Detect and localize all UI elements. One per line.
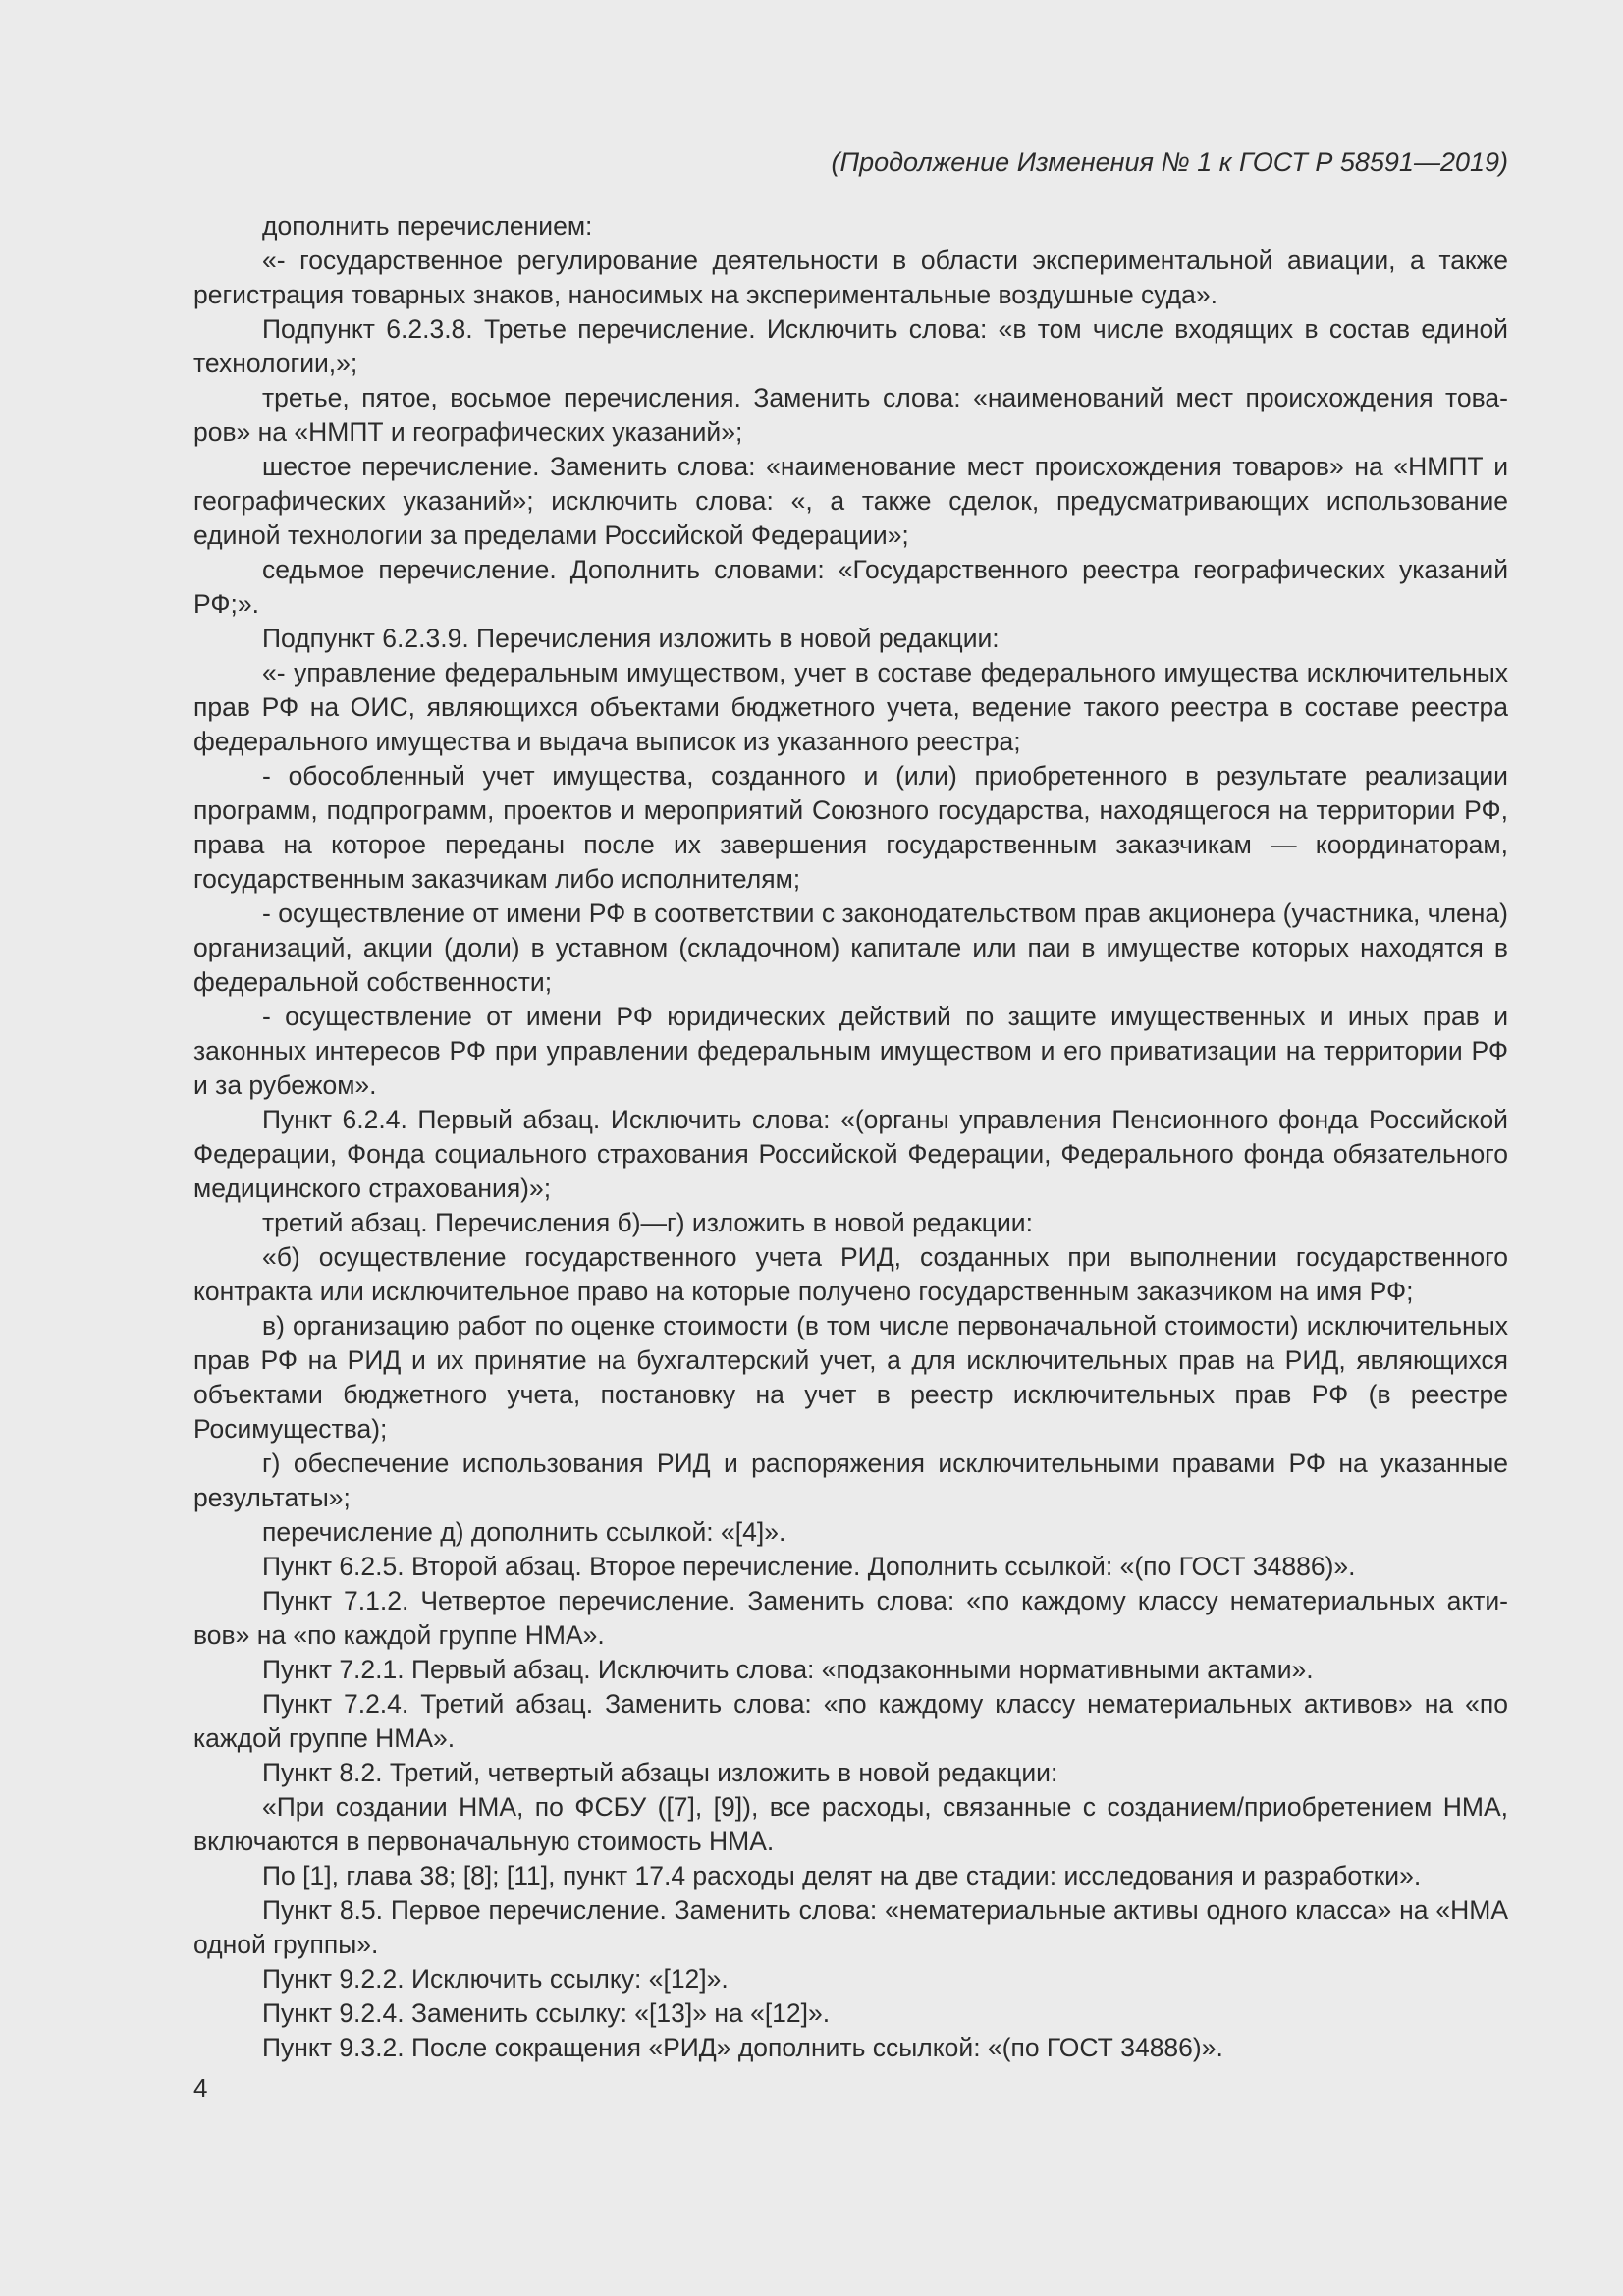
paragraph: «При создании НМА, по ФСБУ ([7], [9]), все расходы, связанные с созданием/приобретением НМА, включаются в первоначальную стоимость НМА. [193,1792,1508,1856]
paragraph: Пункт 7.2.4. Третий абзац. Заменить слова: «по каждому классу нематериальных активов» на «по каждой группе НМА». [193,1689,1508,1753]
paragraph: третий абзац. Перечисления б)—г) изложить в новой редакции: [262,1208,1033,1237]
paragraph: Пункт 9.2.4. Заменить ссылку: «[13]» на «[12]». [262,1998,831,2028]
paragraph: Пункт 7.1.2. Четвертое перечисление. Заменить слова: «по каждому классу нематериальных активов» на «по каждой группе НМА». [193,1586,1508,1650]
paragraph: Пункт 9.2.2. Исключить ссылку: «[12]». [262,1964,729,1994]
paragraph: Пункт 9.3.2. После сокращения «РИД» дополнить ссылкой: «(по ГОСТ 34886)». [262,2033,1223,2062]
paragraph: третье, пятое, восьмое перечисления. Заменить слова: «наименований мест происхождения товаров» на «НМПТ и географических указаний»; [193,383,1508,447]
paragraph: - обособленный учет имущества, созданного и (или) приобретенного в результате реализации программ, подпрограмм, проектов и мероприятий Союзного государства, находящегося на территории РФ, права на которое переданы после их завершения государственным заказчикам — координаторам, государственным заказчикам либо исполнителям; [193,761,1508,894]
page-number: 4 [193,2073,208,2103]
paragraph: дополнить перечислением: [262,211,593,241]
paragraph: Подпункт 6.2.3.8. Третье перечисление. Исключить слова: «в том числе входящих в состав единой технологии,»; [193,314,1508,378]
paragraph: Пункт 7.2.1. Первый абзац. Исключить слова: «подзаконными нормативными актами». [262,1655,1314,1684]
paragraph: Пункт 6.2.4. Первый абзац. Исключить слова: «(органы управления Пенсионного фонда Российской Федерации, Фонда социального страхования Российской Федерации, Федерального фонда обязательного медицинского страхования)»; [193,1105,1508,1203]
paragraph: Пункт 8.5. Первое перечисление. Заменить слова: «нематериальные активы одного класса» на «НМА одной группы». [193,1895,1508,1959]
paragraph: Пункт 8.2. Третий, четвертый абзацы изложить в новой редакции: [262,1758,1058,1787]
paragraph: шестое перечисление. Заменить слова: «наименование мест происхождения товаров» на «НМПТ и географических указаний»; исключить слова: «, а также сделок, предусматривающих использование единой технологии за пределами Российской Федерации»; [193,452,1508,550]
paragraph: - осуществление от имени РФ юридических действий по защите имущественных и иных прав и законных интересов РФ при управлении федеральным имуществом и его приватизации на территории РФ и за рубежом». [193,1002,1508,1100]
paragraph: седьмое перечисление. Дополнить словами: «Государственного реестра географических указаний РФ;». [193,555,1508,619]
paragraph: «б) осуществление государственного учета РИД, созданных при выполнении государственного контракта или исключительное право на которые получено государственным заказчиком на имя РФ; [193,1242,1508,1306]
paragraph: Подпункт 6.2.3.9. Перечисления изложить в новой редакции: [262,624,1000,653]
paragraph: Пункт 6.2.5. Второй абзац. Второе перечисление. Дополнить ссылкой: «(по ГОСТ 34886)». [262,1552,1356,1581]
paragraph: перечисление д) дополнить ссылкой: «[4]». [262,1517,786,1547]
document-body [193,209,1508,2065]
paragraph: в) организацию работ по оценке стоимости (в том числе первоначальной стоимости) исключительных прав РФ на РИД и их принятие на бухгалтерский учет, а для исключительных прав на РИД, являющихся объектами бюджетного учета, постановку на учет в реестр исключительных прав РФ (в реестре Росимущества); [193,1311,1508,1444]
paragraph: По [1], глава 38; [8]; [11], пункт 17.4 расходы делят на две стадии: исследования и разработки». [262,1861,1422,1890]
page-header: (Продолжение Изменения № 1 к ГОСТ Р 58591—2019) [831,147,1508,177]
paragraph: «- государственное регулирование деятельности в области экспериментальной авиации, а также регистрация товарных знаков, наносимых на экспериментальные воздушные суда». [193,246,1508,309]
paragraph: - осуществление от имени РФ в соответствии с законодательством прав акционера (участника, члена) организаций, акции (доли) в уставном (складочном) капитале или паи в имуществе которых находятся в федеральной собственности; [193,899,1508,997]
paragraph: «- управление федеральным имуществом, учет в составе федерального имущества исключительных прав РФ на ОИС, являющихся объектами бюджетного учета, ведение такого реестра в составе реестра федерального имущества и выдача выписок из указанного реестра; [193,658,1508,756]
paragraph: г) обеспечение использования РИД и распоряжения исключительными правами РФ на указанные результаты»; [193,1449,1508,1512]
